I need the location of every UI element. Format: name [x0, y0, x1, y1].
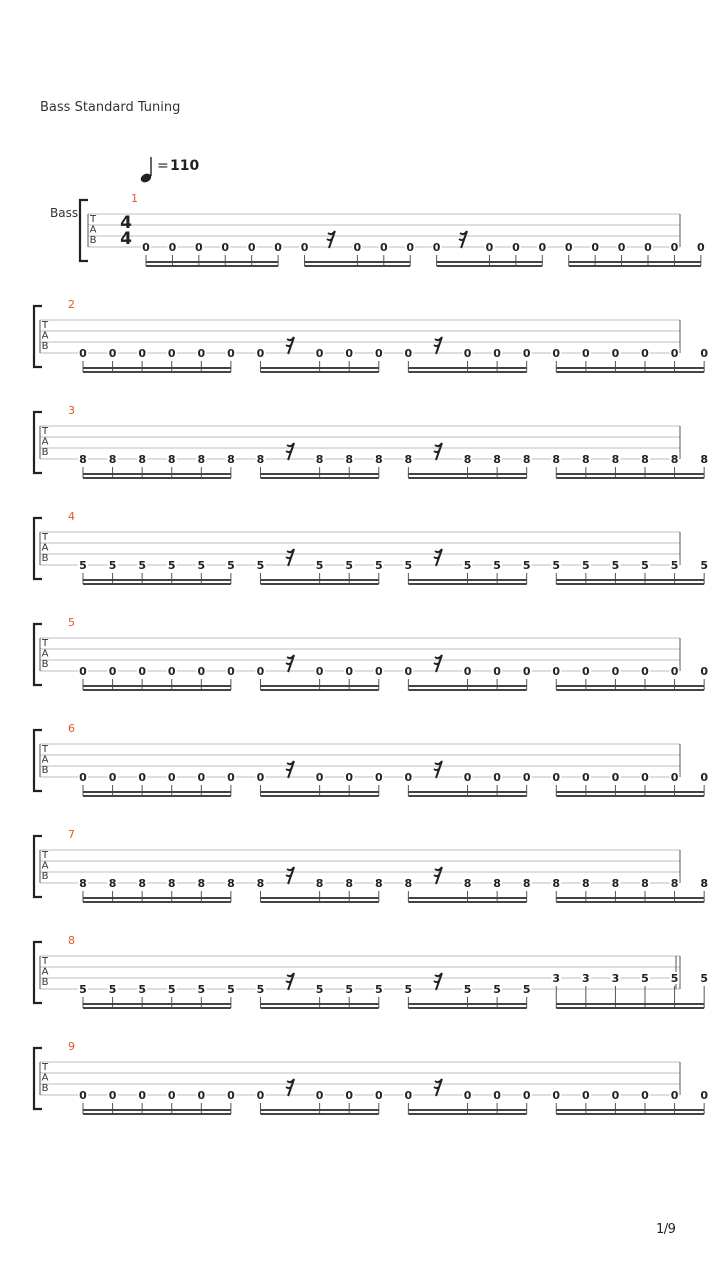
fret-number: 0 [197, 771, 206, 784]
tab-system [34, 616, 709, 690]
tab-clef-letter: A [89, 224, 97, 236]
fret-number: 0 [315, 665, 324, 678]
fret-number: 0 [167, 665, 176, 678]
fret-number: 5 [138, 983, 146, 996]
fret-number: 8 [611, 877, 620, 890]
fret-number: 8 [315, 877, 324, 890]
fret-number: 3 [582, 972, 590, 985]
fret-number: 0 [167, 1089, 176, 1102]
fret-number: 0 [493, 665, 501, 678]
fret-number: 0 [315, 347, 324, 360]
fret-number: 0 [197, 665, 206, 678]
fret-number: 0 [256, 347, 265, 360]
fret-number: 8 [374, 877, 383, 890]
fret-number: 0 [374, 347, 383, 360]
fret-number: 0 [700, 1089, 708, 1102]
tab-system [34, 1040, 709, 1114]
fret-number: 8 [641, 877, 649, 890]
fret-number: 0 [700, 771, 708, 784]
fret-number: 8 [315, 453, 324, 466]
fret-number: 0 [485, 241, 494, 254]
fret-number: 0 [256, 1089, 265, 1102]
fret-number: 0 [374, 1089, 383, 1102]
fret-number: 8 [108, 453, 117, 466]
sixteenth-rest-icon [286, 655, 294, 672]
fret-number: 0 [167, 347, 176, 360]
fret-number: 0 [227, 665, 235, 678]
tab-clef-letter: B [41, 447, 49, 458]
fret-number: 0 [463, 665, 472, 678]
fret-number: 0 [227, 347, 235, 360]
tempo-equals: = [157, 158, 169, 174]
fret-number: 5 [522, 983, 531, 996]
fret-number: 5 [641, 972, 649, 985]
page-title: Bass Standard Tuning [40, 100, 181, 115]
tab-clef-letter: B [41, 1083, 49, 1094]
fret-number: 0 [611, 665, 620, 678]
fret-number: 0 [552, 347, 561, 360]
fret-number: 0 [79, 347, 87, 360]
fret-number: 8 [227, 453, 235, 466]
fret-number: 8 [522, 877, 531, 890]
fret-number: 5 [227, 983, 235, 996]
page-number: 1/9 [656, 1222, 676, 1237]
fret-number: 8 [374, 453, 383, 466]
fret-number: 0 [670, 241, 679, 254]
fret-number: 8 [670, 877, 679, 890]
fret-number: 8 [641, 453, 649, 466]
fret-number: 0 [463, 347, 472, 360]
fret-number: 8 [197, 453, 206, 466]
fret-number: 5 [315, 559, 324, 572]
fret-number: 5 [167, 559, 176, 572]
fret-number: 0 [404, 1089, 413, 1102]
fret-number: 0 [564, 241, 573, 254]
fret-number: 5 [670, 972, 679, 985]
fret-number: 8 [167, 877, 176, 890]
tab-clef-letter: B [41, 659, 49, 670]
tab-clef-letter: T [41, 426, 49, 437]
fret-number: 0 [256, 665, 265, 678]
fret-number: 5 [167, 983, 176, 996]
fret-number: 3 [611, 972, 620, 985]
fret-number: 8 [700, 453, 708, 466]
tab-clef-letter: B [41, 977, 49, 988]
sixteenth-rest-icon [327, 231, 335, 248]
fret-number: 8 [700, 877, 708, 890]
fret-number: 0 [353, 241, 362, 254]
fret-number: 0 [522, 771, 531, 784]
fret-number: 0 [108, 771, 117, 784]
sixteenth-rest-icon [286, 1079, 294, 1096]
fret-number: 0 [345, 1089, 354, 1102]
tab-clef-letter: T [41, 956, 49, 967]
fret-number: 0 [617, 241, 626, 254]
fret-number: 0 [522, 347, 531, 360]
fret-number: 8 [670, 453, 679, 466]
measure-number: 6 [68, 722, 75, 735]
fret-number: 0 [670, 771, 679, 784]
fret-number: 0 [195, 241, 203, 254]
fret-number: 0 [670, 1089, 679, 1102]
sixteenth-rest-icon [434, 655, 442, 672]
fret-number: 0 [512, 241, 520, 254]
tab-clef-letter: A [41, 966, 49, 978]
fret-number: 8 [404, 877, 413, 890]
tab-system [34, 722, 709, 796]
fret-number: 0 [670, 665, 679, 678]
fret-number: 0 [538, 241, 547, 254]
sixteenth-rest-icon [434, 973, 442, 990]
fret-number: 8 [256, 453, 265, 466]
fret-number: 8 [582, 877, 590, 890]
fret-number: 0 [404, 347, 413, 360]
fret-number: 0 [700, 347, 708, 360]
fret-number: 8 [138, 453, 146, 466]
tab-clef-letter: A [41, 754, 49, 766]
fret-number: 8 [522, 453, 531, 466]
quarter-note-icon [139, 157, 152, 184]
measure-number: 7 [68, 828, 75, 841]
fret-number: 0 [374, 665, 383, 678]
tab-clef-letter: A [41, 542, 49, 554]
fret-number: 8 [463, 453, 472, 466]
fret-number: 0 [108, 665, 117, 678]
sixteenth-rest-icon [434, 867, 442, 884]
tab-clef-letter: T [41, 320, 49, 331]
fret-number: 5 [108, 983, 117, 996]
fret-number: 0 [79, 1089, 87, 1102]
sixteenth-rest-icon [286, 761, 294, 778]
fret-number: 5 [345, 559, 354, 572]
fret-number: 0 [432, 241, 441, 254]
fret-number: 5 [227, 559, 235, 572]
fret-number: 0 [256, 771, 265, 784]
tab-clef-letter: T [89, 214, 97, 225]
fret-number: 3 [552, 972, 561, 985]
fret-number: 5 [138, 559, 146, 572]
tab-clef-letter: T [41, 744, 49, 755]
fret-number: 8 [197, 877, 206, 890]
measure-number: 3 [68, 404, 75, 417]
fret-number: 8 [138, 877, 146, 890]
tab-clef-letter: A [41, 1072, 49, 1084]
fret-number: 0 [641, 771, 649, 784]
fret-number: 8 [611, 453, 620, 466]
sixteenth-rest-icon [434, 443, 442, 460]
fret-number: 5 [374, 983, 383, 996]
fret-number: 0 [641, 347, 649, 360]
fret-number: 0 [644, 241, 652, 254]
tab-system [34, 510, 709, 584]
measure-number: 4 [68, 510, 75, 523]
fret-number: 8 [493, 453, 501, 466]
sixteenth-rest-icon [286, 337, 294, 354]
fret-number: 0 [697, 241, 705, 254]
fret-number: 0 [315, 771, 324, 784]
fret-number: 0 [221, 241, 230, 254]
fret-number: 0 [108, 347, 117, 360]
fret-number: 0 [582, 771, 590, 784]
system-bracket [80, 200, 88, 261]
tab-clef-letter: B [41, 871, 49, 882]
fret-number: 5 [197, 983, 206, 996]
fret-number: 0 [168, 241, 177, 254]
fret-number: 0 [167, 771, 176, 784]
tab-clef-letter: T [41, 638, 49, 649]
fret-number: 8 [552, 453, 561, 466]
measure-number: 2 [68, 298, 75, 311]
fret-number: 5 [493, 559, 501, 572]
fret-number: 8 [552, 877, 561, 890]
fret-number: 0 [463, 771, 472, 784]
fret-number: 5 [700, 559, 708, 572]
tempo-marking [139, 157, 199, 184]
fret-number: 0 [641, 1089, 649, 1102]
fret-number: 8 [582, 453, 590, 466]
fret-number: 5 [670, 559, 679, 572]
fret-number: 0 [582, 347, 590, 360]
fret-number: 5 [522, 559, 531, 572]
time-signature-bottom: 4 [120, 229, 132, 249]
fret-number: 5 [404, 559, 413, 572]
measure-number: 8 [68, 934, 75, 947]
tab-clef-letter: B [41, 765, 49, 776]
fret-number: 5 [79, 983, 87, 996]
fret-number: 5 [374, 559, 383, 572]
fret-number: 0 [404, 665, 413, 678]
fret-number: 8 [404, 453, 413, 466]
sixteenth-rest-icon [286, 549, 294, 566]
fret-number: 8 [345, 453, 354, 466]
fret-number: 8 [108, 877, 117, 890]
tab-system [34, 828, 709, 902]
fret-number: 0 [142, 241, 150, 254]
fret-number: 5 [197, 559, 206, 572]
tab-clef-letter: A [41, 436, 49, 448]
fret-number: 0 [641, 665, 649, 678]
tab-clef-letter: B [41, 341, 49, 352]
fret-number: 0 [345, 347, 354, 360]
fret-number: 5 [641, 559, 649, 572]
fret-number: 8 [79, 877, 87, 890]
fret-number: 0 [138, 347, 146, 360]
fret-number: 0 [315, 1089, 324, 1102]
fret-number: 0 [79, 665, 87, 678]
fret-number: 8 [79, 453, 87, 466]
fret-number: 5 [315, 983, 324, 996]
fret-number: 0 [227, 771, 235, 784]
fret-number: 5 [345, 983, 354, 996]
fret-number: 5 [256, 983, 265, 996]
fret-number: 5 [700, 972, 708, 985]
fret-number: 0 [197, 1089, 206, 1102]
fret-number: 8 [493, 877, 501, 890]
fret-number: 0 [522, 665, 531, 678]
fret-number: 0 [374, 771, 383, 784]
tab-clef-letter: B [89, 235, 97, 246]
fret-number: 5 [108, 559, 117, 572]
fret-number: 0 [379, 241, 388, 254]
fret-number: 0 [108, 1089, 117, 1102]
fret-number: 0 [197, 347, 206, 360]
fret-number: 5 [611, 559, 620, 572]
sixteenth-rest-icon [434, 337, 442, 354]
time-signature-top: 4 [120, 213, 132, 233]
systems [34, 192, 709, 1114]
fret-number: 0 [522, 1089, 531, 1102]
tab-clef-letter: T [41, 850, 49, 861]
fret-number: 0 [404, 771, 413, 784]
fret-number: 0 [611, 771, 620, 784]
sixteenth-rest-icon [434, 761, 442, 778]
fret-number: 5 [79, 559, 87, 572]
fret-number: 5 [404, 983, 413, 996]
fret-number: 0 [79, 771, 87, 784]
measure-number: 1 [131, 192, 138, 205]
fret-number: 5 [552, 559, 561, 572]
fret-number: 0 [493, 771, 501, 784]
fret-number: 0 [670, 347, 679, 360]
fret-number: 0 [300, 241, 309, 254]
sixteenth-rest-icon [459, 231, 467, 248]
fret-number: 0 [582, 1089, 590, 1102]
fret-number: 0 [700, 665, 708, 678]
sixteenth-rest-icon [286, 867, 294, 884]
fret-number: 0 [493, 1089, 501, 1102]
fret-number: 0 [138, 1089, 146, 1102]
tab-clef-letter: A [41, 860, 49, 872]
fret-number: 0 [247, 241, 256, 254]
sixteenth-rest-icon [286, 443, 294, 460]
instrument-label: Bass [50, 206, 79, 220]
tab-system [34, 298, 709, 372]
fret-number: 5 [463, 559, 472, 572]
sixteenth-rest-icon [434, 1079, 442, 1096]
tab-system [80, 192, 706, 266]
fret-number: 0 [138, 665, 146, 678]
tab-clef-letter: B [41, 553, 49, 564]
fret-number: 0 [274, 241, 282, 254]
fret-number: 0 [611, 1089, 620, 1102]
tab-clef-letter: T [41, 532, 49, 543]
fret-number: 0 [345, 665, 354, 678]
sixteenth-rest-icon [286, 973, 294, 990]
tab-clef-letter: A [41, 330, 49, 342]
fret-number: 0 [611, 347, 620, 360]
fret-number: 5 [463, 983, 472, 996]
fret-number: 0 [591, 241, 599, 254]
sixteenth-rest-icon [434, 549, 442, 566]
fret-number: 0 [552, 665, 561, 678]
fret-number: 8 [345, 877, 354, 890]
fret-number: 8 [256, 877, 265, 890]
tab-system [34, 934, 709, 1008]
fret-number: 0 [463, 1089, 472, 1102]
fret-number: 8 [463, 877, 472, 890]
measure-number: 9 [68, 1040, 75, 1053]
fret-number: 0 [552, 1089, 561, 1102]
tempo-value: 110 [170, 158, 200, 174]
fret-number: 0 [582, 665, 590, 678]
fret-number: 8 [227, 877, 235, 890]
tab-clef-letter: A [41, 648, 49, 660]
measure-number: 5 [68, 616, 75, 629]
tab-clef-letter: T [41, 1062, 49, 1073]
fret-number: 5 [256, 559, 265, 572]
fret-number: 0 [552, 771, 561, 784]
fret-number: 0 [493, 347, 501, 360]
fret-number: 0 [138, 771, 146, 784]
fret-number: 0 [345, 771, 354, 784]
tab-system [34, 404, 709, 478]
fret-number: 0 [406, 241, 415, 254]
fret-number: 0 [227, 1089, 235, 1102]
fret-number: 8 [167, 453, 176, 466]
fret-number: 5 [582, 559, 590, 572]
fret-number: 5 [493, 983, 501, 996]
